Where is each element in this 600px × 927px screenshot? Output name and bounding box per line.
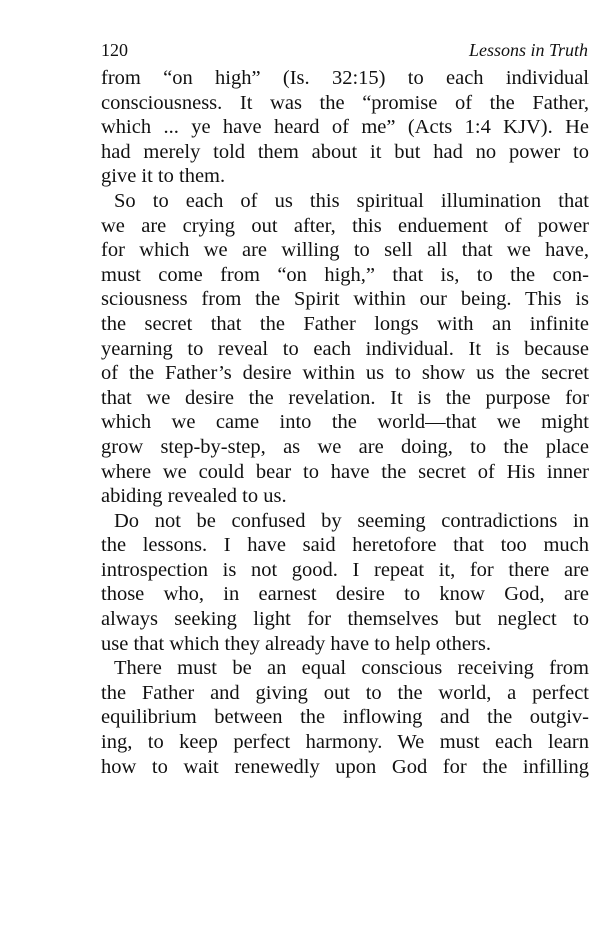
text-line: abiding revealed to us. (101, 485, 287, 508)
running-title: Lessons in Truth (468, 40, 588, 60)
text-line: of the Father’s desire within us to show us the secret (101, 362, 589, 385)
text-line: consciousness. It was the “promise of the Father, (101, 91, 589, 114)
text-line: from “on high” (Is. 32:15) to each individual (101, 67, 589, 89)
text-line: sciousness from the Spirit within our being. This is (101, 288, 589, 311)
text-line: always seeking light for themselves but neglect to (101, 608, 589, 631)
text-line: that we desire the revelation. It is the purpose for (101, 386, 589, 409)
text-line: introspection is not good. I repeat it, for there are (101, 558, 589, 581)
text-line: where we could bear to have the secret of His inner (101, 460, 589, 483)
text-line: which ... ye have heard of me” (Acts 1:4 KJV). He (101, 116, 589, 139)
text-line: Do not be confused by seeming contradictions in (114, 509, 589, 532)
text-line: we are crying out after, this enduement of power (101, 214, 589, 237)
text-line: So to each of us this spiritual illumination that (114, 189, 589, 212)
text-line: those who, in earnest desire to know God, are (101, 583, 589, 606)
page-body (101, 66, 589, 779)
text-line: the secret that the Father longs with an infinite (101, 312, 589, 335)
text-line: ing, to keep perfect harmony. We must each learn (101, 731, 589, 754)
text-line: the lessons. I have said heretofore that too much (101, 534, 589, 557)
text-line: There must be an equal conscious receiving from (114, 657, 589, 680)
paragraph (101, 656, 589, 779)
page-header (101, 40, 588, 62)
text-line: yearning to reveal to each individual. It is because (101, 337, 589, 360)
page-number: 120 (101, 40, 128, 60)
text-line: the Father and giving out to the world, a perfect (101, 681, 589, 704)
text-line: use that which they already have to help others. (101, 632, 491, 655)
text-line: grow step-by-step, as we are doing, to the place (101, 435, 589, 458)
text-line: for which we are willing to sell all that we have, (101, 239, 589, 262)
text-line: had merely told them about it but had no power to (101, 140, 589, 163)
paragraph (101, 66, 589, 189)
paragraph (101, 189, 589, 509)
text-line: how to wait renewedly upon God for the infilling (101, 755, 589, 778)
text-line: equilibrium between the inflowing and the outgiv- (101, 706, 589, 729)
text-line: which we came into the world—that we might (101, 411, 589, 434)
paragraph (101, 509, 589, 657)
text-line: must come from “on high,” that is, to the con- (101, 263, 589, 286)
text-line: give it to them. (101, 165, 226, 188)
